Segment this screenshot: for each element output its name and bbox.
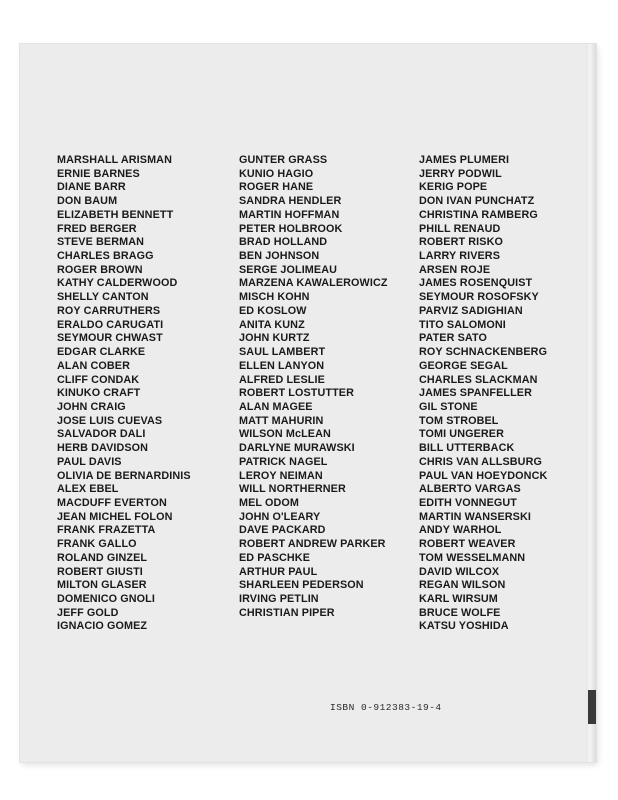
artist-name: MARSHALL ARISMAN <box>57 154 172 166</box>
artist-name: BRUCE WOLFE <box>419 606 501 619</box>
artist-name: CHARLES BRAGG <box>57 250 154 263</box>
artist-name: ED PASCHKE <box>239 551 310 564</box>
artist-name: PATER SATO <box>419 332 487 345</box>
artist-name: DOMENICO GNOLI <box>57 593 155 605</box>
artist-name: MARTIN HOFFMAN <box>239 208 340 221</box>
artist-name: KERIG POPE <box>419 181 488 194</box>
artist-name: JERRY PODWIL <box>419 167 502 180</box>
artist-name: ELIZABETH BENNETT <box>57 208 174 221</box>
artist-name: ALEX EBEL <box>57 483 119 496</box>
artist-name: ERNIE BARNES <box>57 167 140 180</box>
artist-name: ROGER BROWN <box>57 263 143 276</box>
artist-name: CHARLES SLACKMAN <box>419 373 538 386</box>
artist-name: JOHN CRAIG <box>57 400 126 413</box>
artist-name: SAUL LAMBERT <box>239 346 326 359</box>
artist-name: SHELLY CANTON <box>57 291 149 304</box>
artist-name: MARZENA KAWALEROWICZ <box>239 277 388 290</box>
artist-name: KUNIO HAGIO <box>239 167 314 180</box>
spine-dark-block <box>588 690 596 724</box>
artist-name: MILTON GLASER <box>57 579 147 592</box>
artist-column-3 <box>419 154 547 634</box>
artist-name: ROGER HANE <box>239 181 314 194</box>
artist-name: LEROY NEIMAN <box>239 469 323 482</box>
artist-name: BRAD HOLLAND <box>239 236 328 249</box>
artist-name: ROY CARRUTHERS <box>57 304 161 317</box>
artist-name: DAVID WILCOX <box>419 565 500 578</box>
artist-name: MACDUFF EVERTON <box>57 496 167 509</box>
artist-name: JAMES SPANFELLER <box>419 387 532 400</box>
artist-name: ED KOSLOW <box>239 304 307 317</box>
artist-name: TOM STROBEL <box>419 414 499 427</box>
artist-name: BILL UTTERBACK <box>419 442 515 455</box>
artist-name: PAUL VAN HOEYDONCK <box>419 469 548 482</box>
artist-name: JOHN O'LEARY <box>239 510 321 523</box>
artist-name: DAVE PACKARD <box>239 524 326 537</box>
artist-column-2 <box>239 154 388 620</box>
artist-name: ANDY WARHOL <box>419 524 502 537</box>
artist-name: ERALDO CARUGATI <box>57 318 164 331</box>
book-spine-edge <box>586 44 596 762</box>
artist-name: ALAN COBER <box>57 359 130 372</box>
artist-name: SALVADOR DALI <box>57 428 146 441</box>
artist-name: MISCH KOHN <box>239 291 310 304</box>
artist-name: DIANE BARR <box>57 181 126 194</box>
artist-name: TOMI UNGERER <box>419 428 504 441</box>
artist-name: ALAN MAGEE <box>239 400 313 413</box>
artist-name: SERGE JOLIMEAU <box>239 263 337 276</box>
artist-column-1 <box>57 154 191 634</box>
artist-name: FRANK FRAZETTA <box>57 524 156 537</box>
artist-name: ROBERT WEAVER <box>419 538 516 551</box>
artist-name: TITO SALOMONI <box>419 318 506 331</box>
isbn-number: ISBN 0-912383-19-4 <box>330 702 442 713</box>
artist-name: LARRY RIVERS <box>419 250 500 263</box>
artist-name: MATT MAHURIN <box>239 414 324 427</box>
artist-name: SEYMOUR ROSOFSKY <box>419 291 539 304</box>
artist-name: IGNACIO GOMEZ <box>57 620 148 633</box>
artist-name: CHRIS VAN ALLSBURG <box>419 455 542 468</box>
artist-name: PETER HOLBROOK <box>239 222 343 235</box>
artist-name: ROY SCHNACKENBERG <box>419 346 548 359</box>
artist-name: MEL ODOM <box>239 496 299 509</box>
artist-name: SANDRA HENDLER <box>239 195 342 208</box>
artist-name: PATRICK NAGEL <box>239 455 328 468</box>
artist-name: WILL NORTHERNER <box>239 483 346 496</box>
artist-name: TOM WESSELMANN <box>419 551 526 564</box>
artist-name: ROBERT GIUSTI <box>57 565 143 578</box>
artist-name: MARTIN WANSERSKI <box>419 510 531 523</box>
artist-name: HERB DAVIDSON <box>57 442 149 455</box>
artist-name: JEFF GOLD <box>57 606 119 619</box>
artist-name: ARSEN ROJE <box>419 263 491 276</box>
artist-name: REGAN WILSON <box>419 579 506 592</box>
artist-name: CLIFF CONDAK <box>57 373 140 386</box>
artist-name: WILSON McLEAN <box>239 428 331 441</box>
artist-name: KARL WIRSUM <box>419 593 498 605</box>
artist-name: IRVING PETLIN <box>239 593 319 605</box>
artist-name: FRANK GALLO <box>57 538 137 551</box>
artist-name: STEVE BERMAN <box>57 236 144 249</box>
artist-name: EDITH VONNEGUT <box>419 496 517 509</box>
artist-name: PHILL RENAUD <box>419 222 501 235</box>
artist-name: ALBERTO VARGAS <box>419 483 521 496</box>
artist-name: ROLAND GINZEL <box>57 551 148 564</box>
artist-name: EDGAR CLARKE <box>57 346 146 359</box>
artist-name: ROBERT LOSTUTTER <box>239 387 354 400</box>
artist-name: DON BAUM <box>57 195 118 208</box>
artist-name: KATSU YOSHIDA <box>419 620 509 633</box>
artist-name: DON IVAN PUNCHATZ <box>419 195 535 208</box>
artist-name: GIL STONE <box>419 400 478 413</box>
artist-name: DARLYNE MURAWSKI <box>239 442 355 455</box>
artist-name: PAUL DAVIS <box>57 455 122 468</box>
artist-name: KINUKO CRAFT <box>57 387 141 400</box>
artist-name: GEORGE SEGAL <box>419 359 508 372</box>
artist-name: OLIVIA DE BERNARDINIS <box>57 469 191 482</box>
artist-name: PARVIZ SADIGHIAN <box>419 304 523 317</box>
artist-name: SHARLEEN PEDERSON <box>239 579 364 592</box>
artist-name: ALFRED LESLIE <box>239 373 325 386</box>
artist-name: JEAN MICHEL FOLON <box>57 510 173 523</box>
artist-name: KATHY CALDERWOOD <box>57 277 178 290</box>
artist-name: ARTHUR PAUL <box>239 565 318 578</box>
artist-name: CHRISTIAN PIPER <box>239 606 335 619</box>
artist-name: BEN JOHNSON <box>239 250 320 263</box>
artist-name: JAMES ROSENQUIST <box>419 277 533 290</box>
artist-name: JOSE LUIS CUEVAS <box>57 414 163 427</box>
artist-name: FRED BERGER <box>57 222 137 235</box>
artist-name: ROBERT RISKO <box>419 236 503 249</box>
artist-name: ELLEN LANYON <box>239 359 325 372</box>
artist-name: ROBERT ANDREW PARKER <box>239 538 386 551</box>
artist-name: ANITA KUNZ <box>239 318 305 331</box>
artist-name: JOHN KURTZ <box>239 332 310 345</box>
artist-name: GUNTER GRASS <box>239 154 328 166</box>
artist-name: SEYMOUR CHWAST <box>57 332 163 345</box>
artist-name: JAMES PLUMERI <box>419 154 510 166</box>
artist-name: CHRISTINA RAMBERG <box>419 208 538 221</box>
